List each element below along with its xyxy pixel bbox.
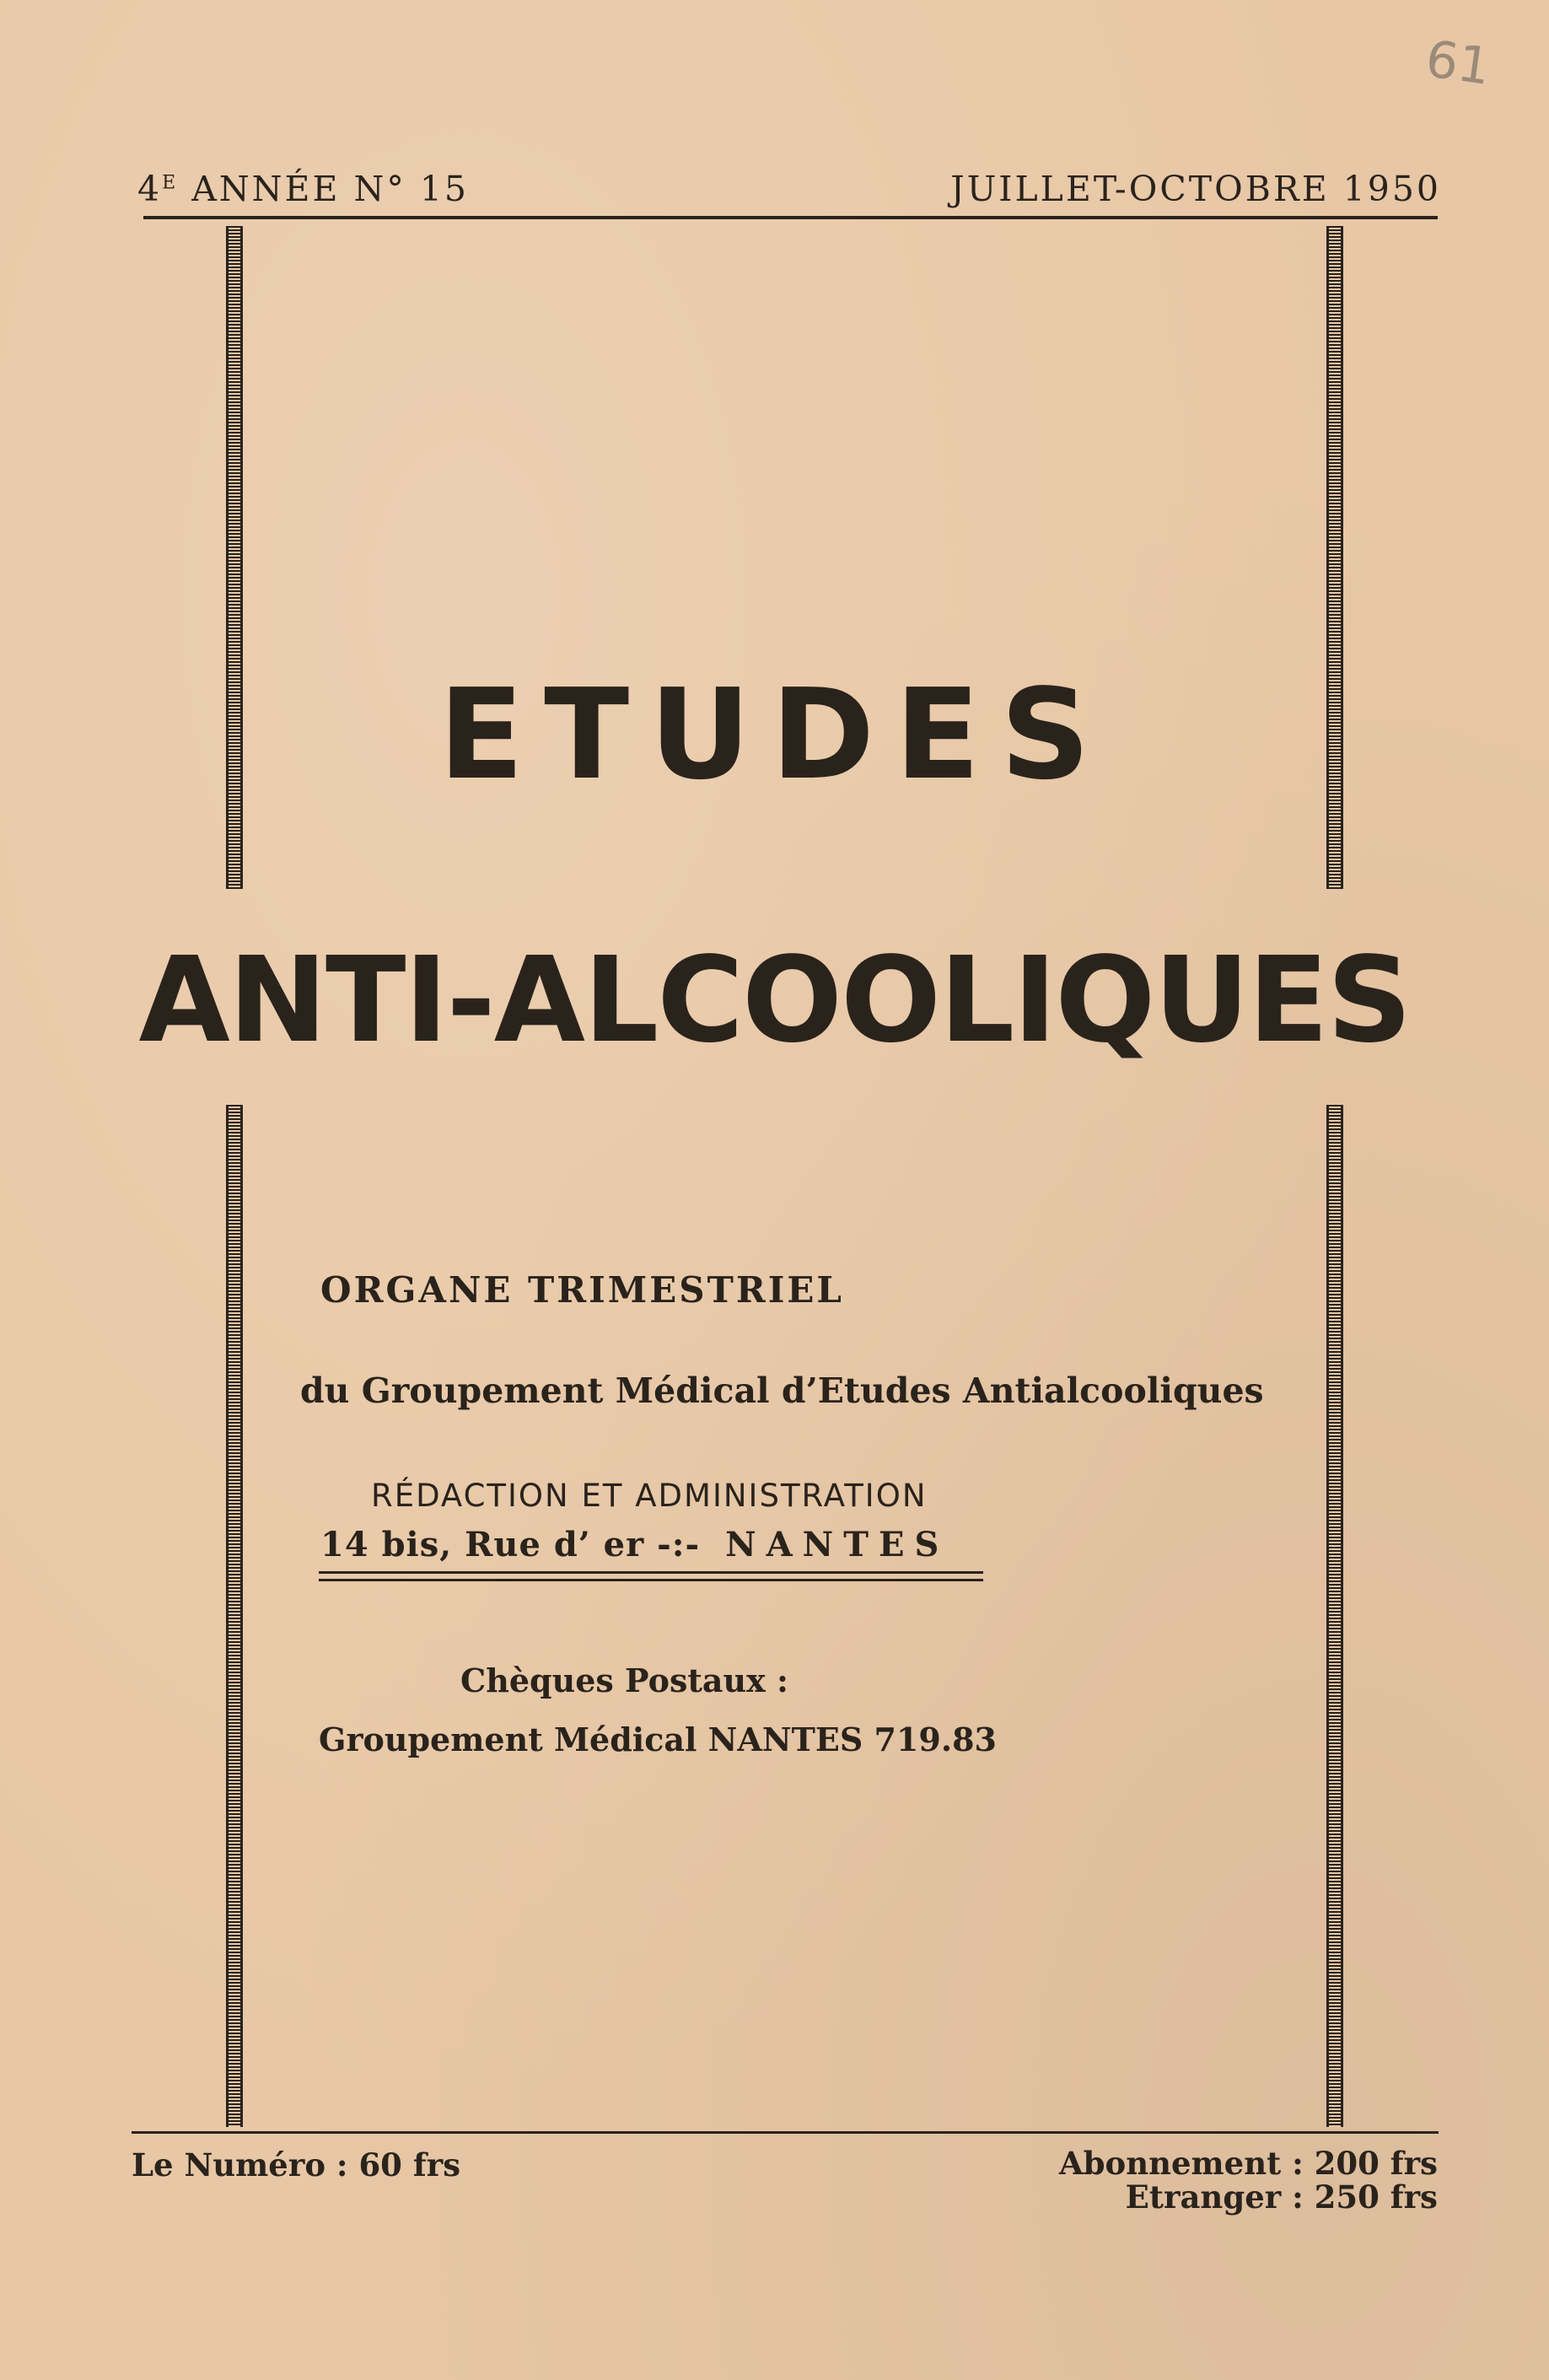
- annee-rest: ANNÉE N° 15: [178, 169, 470, 209]
- header-rule: [143, 216, 1438, 219]
- address-underline: [319, 1571, 983, 1581]
- organe-trimestriel: ORGANE TRIMESTRIEL: [320, 1269, 844, 1311]
- price-subscription: Abonnement : 200 frs: [1058, 2145, 1438, 2182]
- cheques-detail: Groupement Médical NANTES 719.83: [319, 1720, 997, 1758]
- price-single-issue: Le Numéro : 60 frs: [132, 2146, 461, 2183]
- groupement-line: du Groupement Médical d’Etudes Antialcooliques: [300, 1370, 1264, 1411]
- address-line: [320, 1525, 949, 1564]
- footer-rule: [132, 2131, 1439, 2134]
- right-bar-bottom: [1326, 1105, 1343, 2127]
- left-bar-bottom: [226, 1105, 243, 2127]
- redaction-line: RÉDACTION ET ADMINISTRATION: [371, 1478, 928, 1514]
- address-street: 14 bis, Rue d’ er -:-: [320, 1525, 701, 1564]
- price-foreign: Etranger : 250 frs: [1125, 2178, 1438, 2216]
- address-city: NANTES: [725, 1525, 949, 1564]
- title-etudes: ETUDES: [438, 662, 1111, 807]
- issue-number: [137, 169, 469, 209]
- title-anti-alcooliques: ANTI-ALCOOLIQUES: [138, 932, 1411, 1069]
- pencil-annotation: 61: [1422, 30, 1494, 97]
- annee-prefix: 4: [137, 169, 163, 209]
- subscription-prices: [1059, 2146, 1438, 2214]
- issue-date: JUILLET-OCTOBRE 1950: [950, 169, 1441, 209]
- cheques-label: Chèques Postaux :: [460, 1661, 789, 1699]
- annee-superscript: E: [162, 172, 179, 194]
